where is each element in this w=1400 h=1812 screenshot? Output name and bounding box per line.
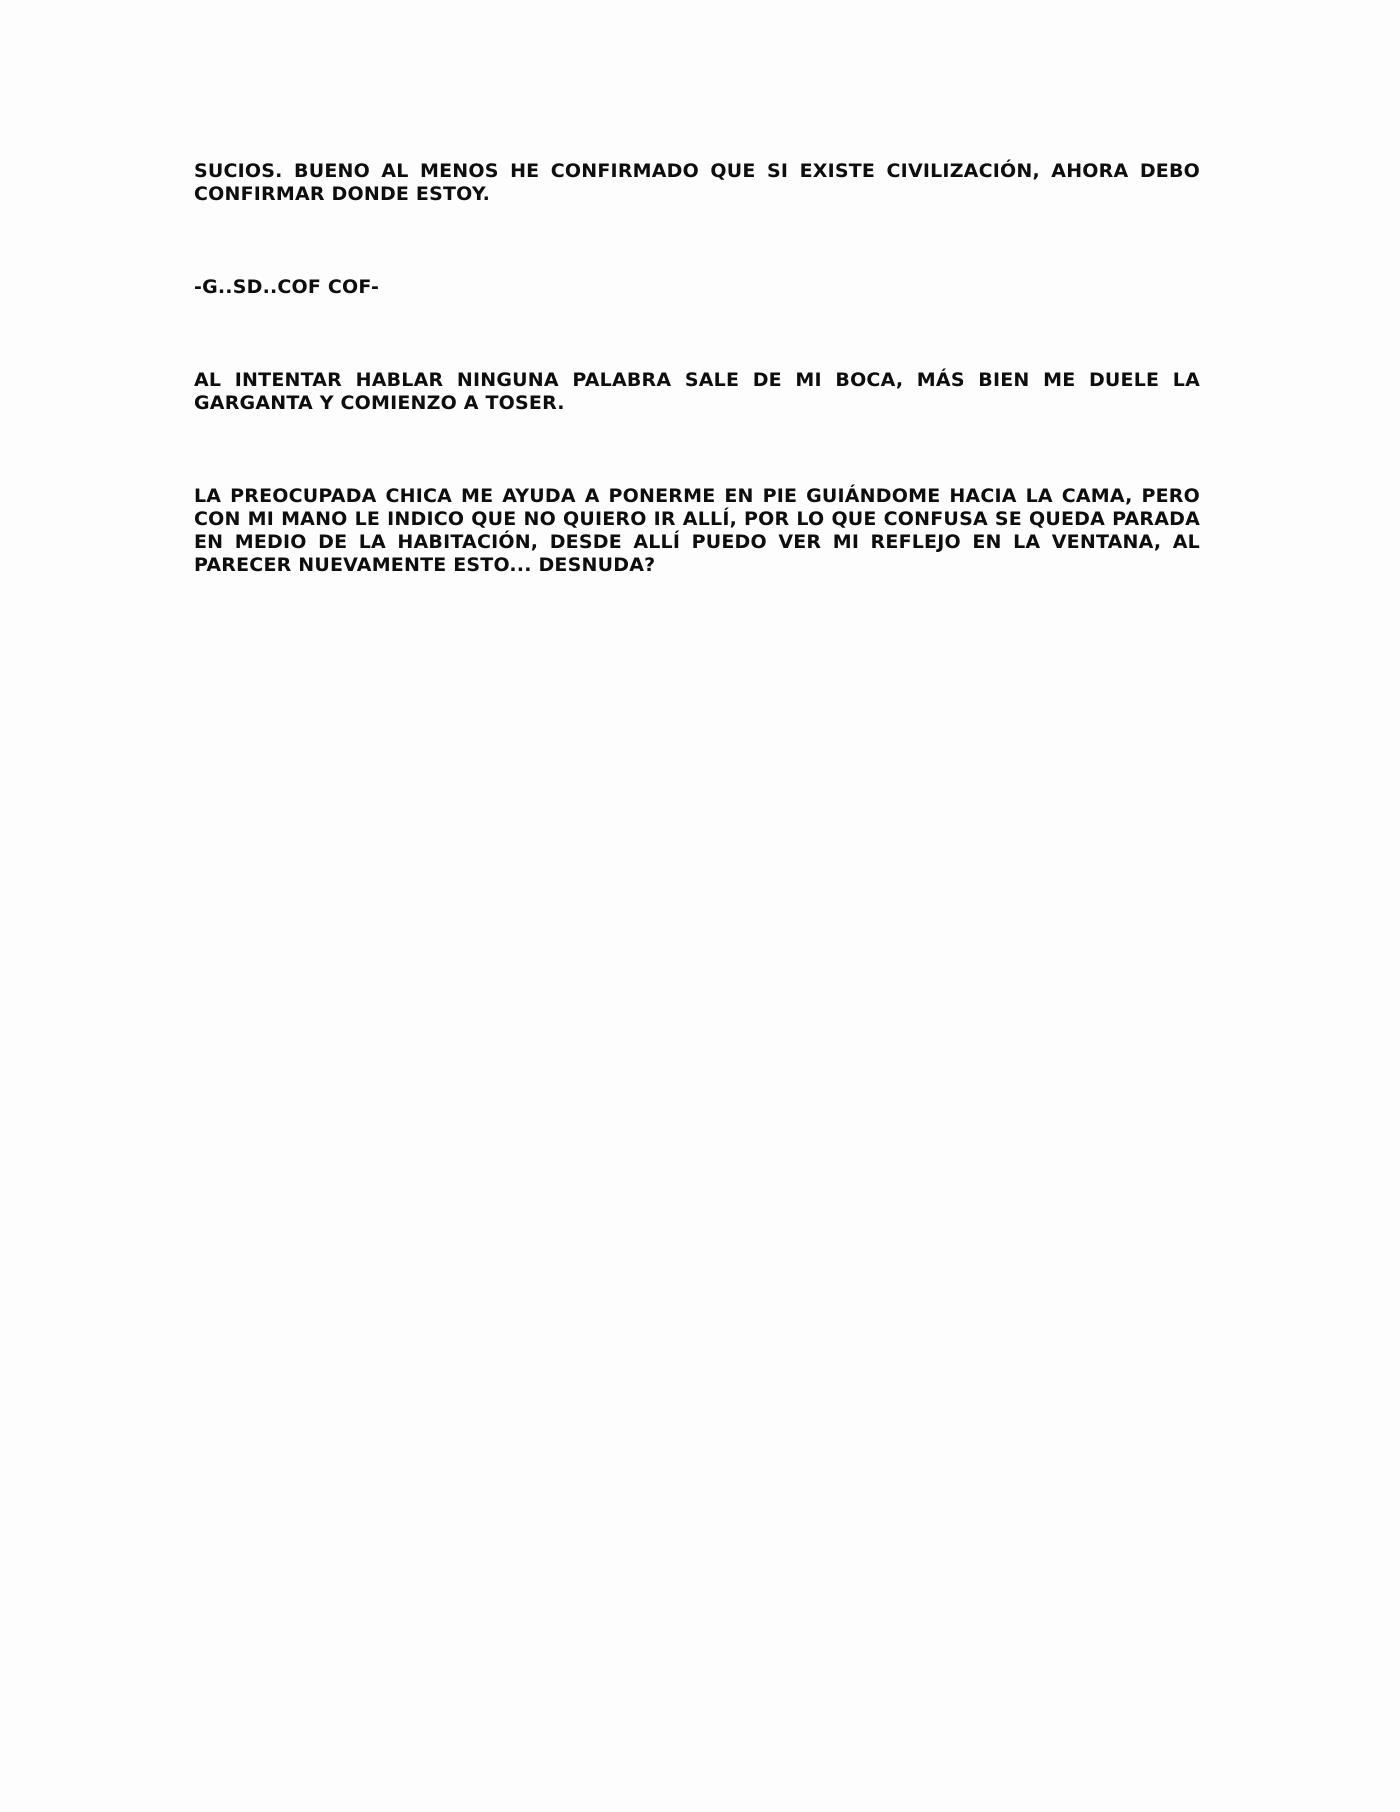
paragraph-1: SUCIOS. BUENO AL MENOS HE CONFIRMADO QUE SI EXISTE CIVILIZACIÓN, AHORA DEBO CONFIRMAR DONDE ESTOY. bbox=[194, 160, 1200, 205]
document-body bbox=[194, 160, 1200, 577]
paragraph-3: AL INTENTAR HABLAR NINGUNA PALABRA SALE DE MI BOCA, MÁS BIEN ME DUELE LA GARGANTA Y COMIENZO A TOSER. bbox=[194, 369, 1200, 414]
paragraph-2-dialogue: -G..SD..COF COF- bbox=[194, 276, 380, 298]
paragraph-4: LA PREOCUPADA CHICA ME AYUDA A PONERME EN PIE GUIÁNDOME HACIA LA CAMA, PERO CON MI MANO LE INDICO QUE NO QUIERO IR ALLÍ, POR LO QUE CONFUSA SE QUEDA PARADA EN MEDIO DE LA HABITACIÓN, DESDE ALLÍ PUEDO VER MI REFLEJO EN LA VENTANA, AL PARECER NUEVAMENTE ESTO... DESNUDA? bbox=[194, 485, 1200, 576]
